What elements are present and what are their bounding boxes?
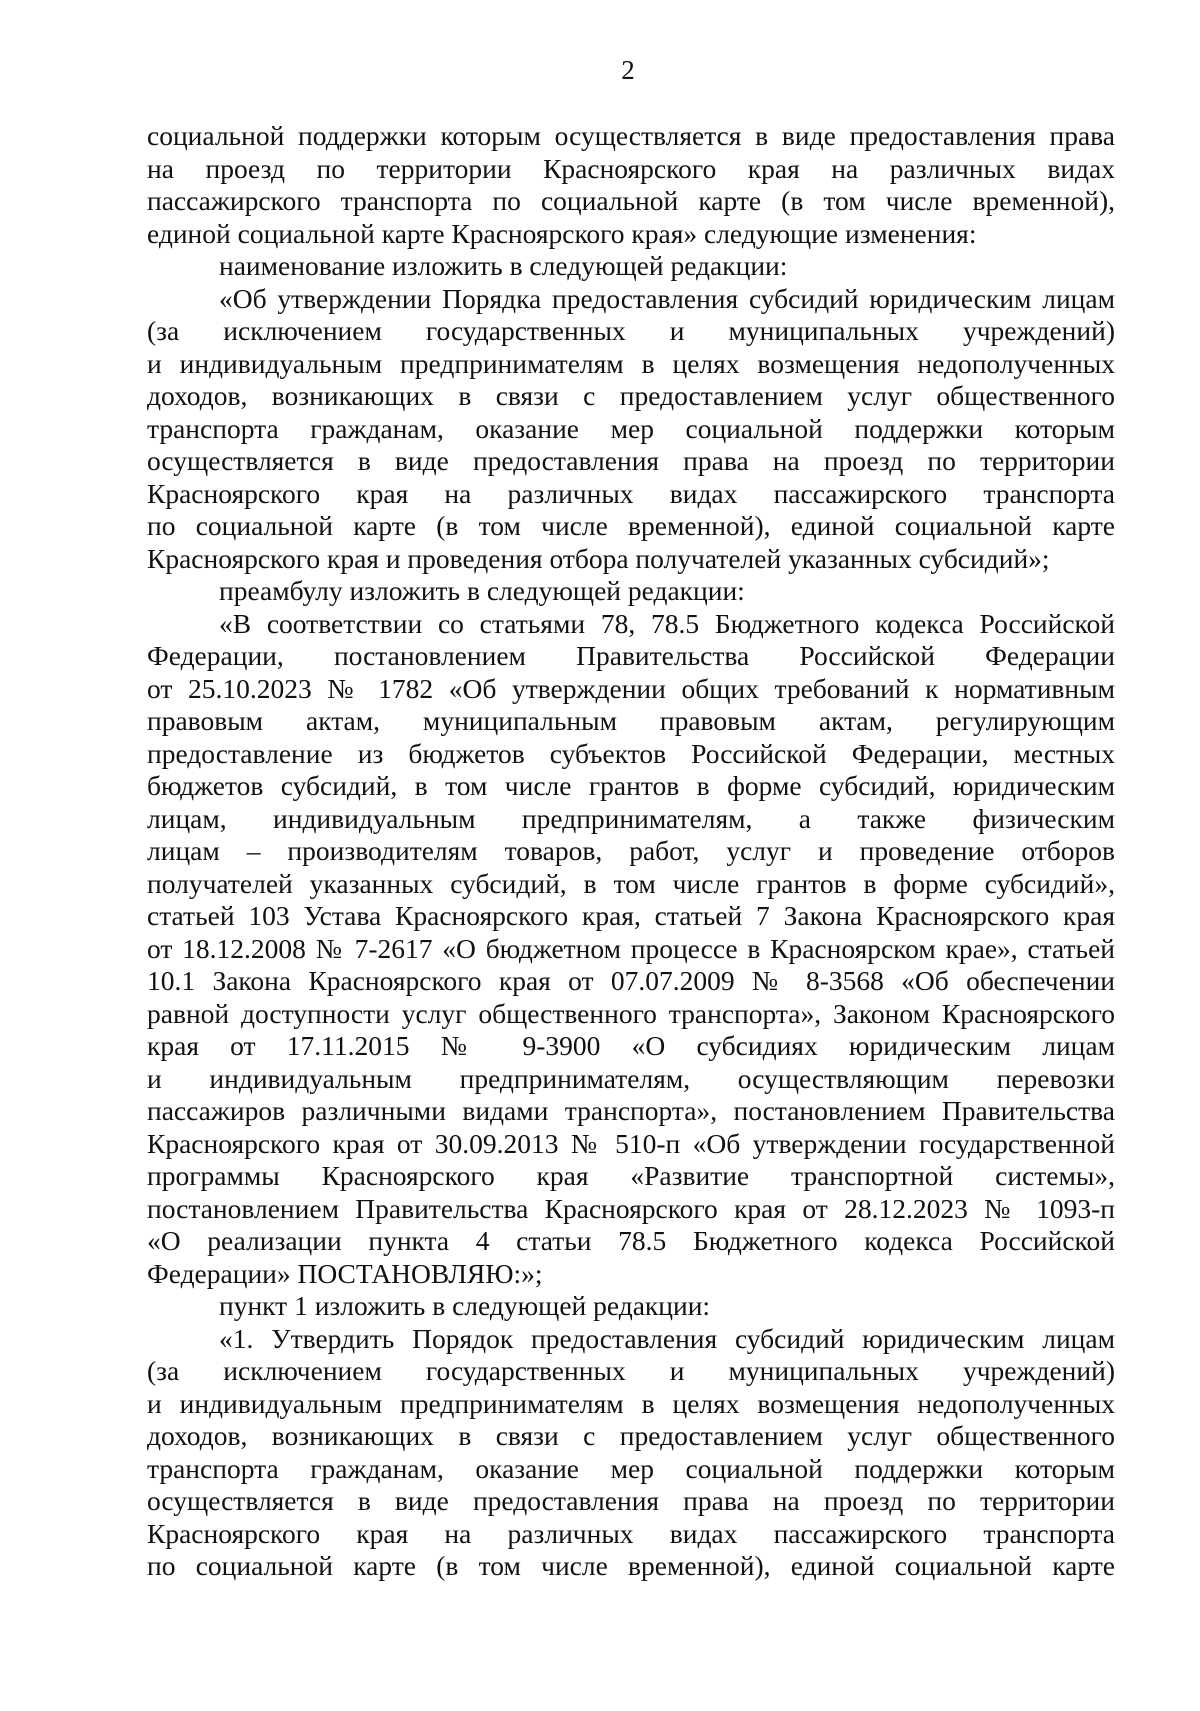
text-line: Красноярского края на различных видах пассажирского транспорта	[147, 477, 1115, 509]
text-line: осуществляется в виде предоставления права на проезд по территории	[147, 445, 1115, 476]
text-line: «Об утверждении Порядка предоставления субсидий юридическим лицам	[219, 282, 1115, 314]
text-line: доходов, возникающих в связи с предоставлением услуг общественного	[147, 1420, 1115, 1451]
text-line: «1. Утвердить Порядок предоставления субсидий юридическим лицам	[219, 1322, 1115, 1354]
text-line: равной доступности услуг общественного транспорта», Законом Красноярского	[147, 997, 1115, 1029]
text-line: социальной поддержки которым осуществляется в виде предоставления права	[147, 120, 1115, 151]
text-line: осуществляется в виде предоставления права на проезд по территории	[147, 1485, 1115, 1516]
text-line: бюджетов субсидий, в том числе грантов в форме субсидий, юридическим	[147, 770, 1115, 801]
text-line: наименование изложить в следующей редакции:	[219, 250, 788, 281]
text-line: «В соответствии со статьями 78, 78.5 Бюджетного кодекса Российской	[219, 607, 1115, 639]
text-line: на проезд по территории Красноярского края на различных видах	[147, 152, 1115, 184]
text-line: 10.1 Закона Красноярского края от 07.07.2009 № 8-3568 «Об обеспечении	[147, 965, 1115, 996]
text-line: правовым актам, муниципальным правовым актам, регулирующим	[147, 705, 1115, 736]
text-line: транспорта гражданам, оказание мер социальной поддержки которым	[147, 1452, 1115, 1484]
text-line: Красноярского края на различных видах пассажирского транспорта	[147, 1517, 1115, 1549]
text-line: пункт 1 изложить в следующей редакции:	[219, 1290, 711, 1321]
text-line: постановлением Правительства Красноярского края от 28.12.2023 № 1093-п	[147, 1192, 1115, 1224]
text-line: по социальной карте (в том числе временной), единой социальной карте	[147, 510, 1115, 541]
text-line: статьей 103 Устава Красноярского края, статьей 7 Закона Красноярского края	[147, 900, 1115, 931]
text-line: Красноярского края от 30.09.2013 № 510-п «Об утверждении государственной	[147, 1127, 1115, 1159]
text-line: «О реализации пункта 4 статьи 78.5 Бюджетного кодекса Российской	[147, 1225, 1115, 1256]
text-line: от 18.12.2008 № 7-2617 «О бюджетном процессе в Красноярском крае», статьей	[147, 932, 1115, 964]
text-line: края от 17.11.2015 № 9-3900 «О субсидиях юридическим лицам	[147, 1030, 1115, 1061]
text-line: лицам, индивидуальным предпринимателям, а также физическим	[147, 802, 1115, 834]
text-line: и индивидуальным предпринимателям, осуществляющим перевозки	[147, 1062, 1115, 1094]
text-line: и индивидуальным предпринимателям в целях возмещения недополученных	[147, 347, 1115, 379]
text-line: транспорта гражданам, оказание мер социальной поддержки которым	[147, 412, 1115, 444]
text-line: пассажиров различными видами транспорта», постановлением Правительства	[147, 1095, 1115, 1126]
text-line: Красноярского края и проведения отбора получателей указанных субсидий»;	[147, 542, 1050, 574]
text-line: предоставление из бюджетов субъектов Российской Федерации, местных	[147, 737, 1115, 769]
text-line: пассажирского транспорта по социальной карте (в том числе временной),	[147, 185, 1115, 216]
text-line: доходов, возникающих в связи с предоставлением услуг общественного	[147, 380, 1115, 411]
document-body	[147, 120, 1115, 1583]
text-line: программы Красноярского края «Развитие транспортной системы»,	[147, 1160, 1115, 1191]
text-line: преамбулу изложить в следующей редакции:	[219, 575, 745, 606]
text-line: (за исключением государственных и муниципальных учреждений)	[147, 315, 1115, 346]
text-line: от 25.10.2023 № 1782 «Об утверждении общих требований к нормативным	[147, 672, 1115, 704]
text-line: Федерации, постановлением Правительства Российской Федерации	[147, 640, 1115, 671]
text-line: единой социальной карте Красноярского края» следующие изменения:	[147, 217, 977, 249]
text-line: (за исключением государственных и муниципальных учреждений)	[147, 1355, 1115, 1386]
text-line: лицам – производителям товаров, работ, услуг и проведение отборов	[147, 835, 1115, 866]
text-line: и индивидуальным предпринимателям в целях возмещения недополученных	[147, 1387, 1115, 1419]
text-line: по социальной карте (в том числе временной), единой социальной карте	[147, 1550, 1115, 1581]
text-line: получателей указанных субсидий, в том числе грантов в форме субсидий»,	[147, 867, 1115, 899]
page-number: 2	[621, 55, 635, 85]
text-line: Федерации» ПОСТАНОВЛЯЮ:»;	[147, 1257, 543, 1289]
